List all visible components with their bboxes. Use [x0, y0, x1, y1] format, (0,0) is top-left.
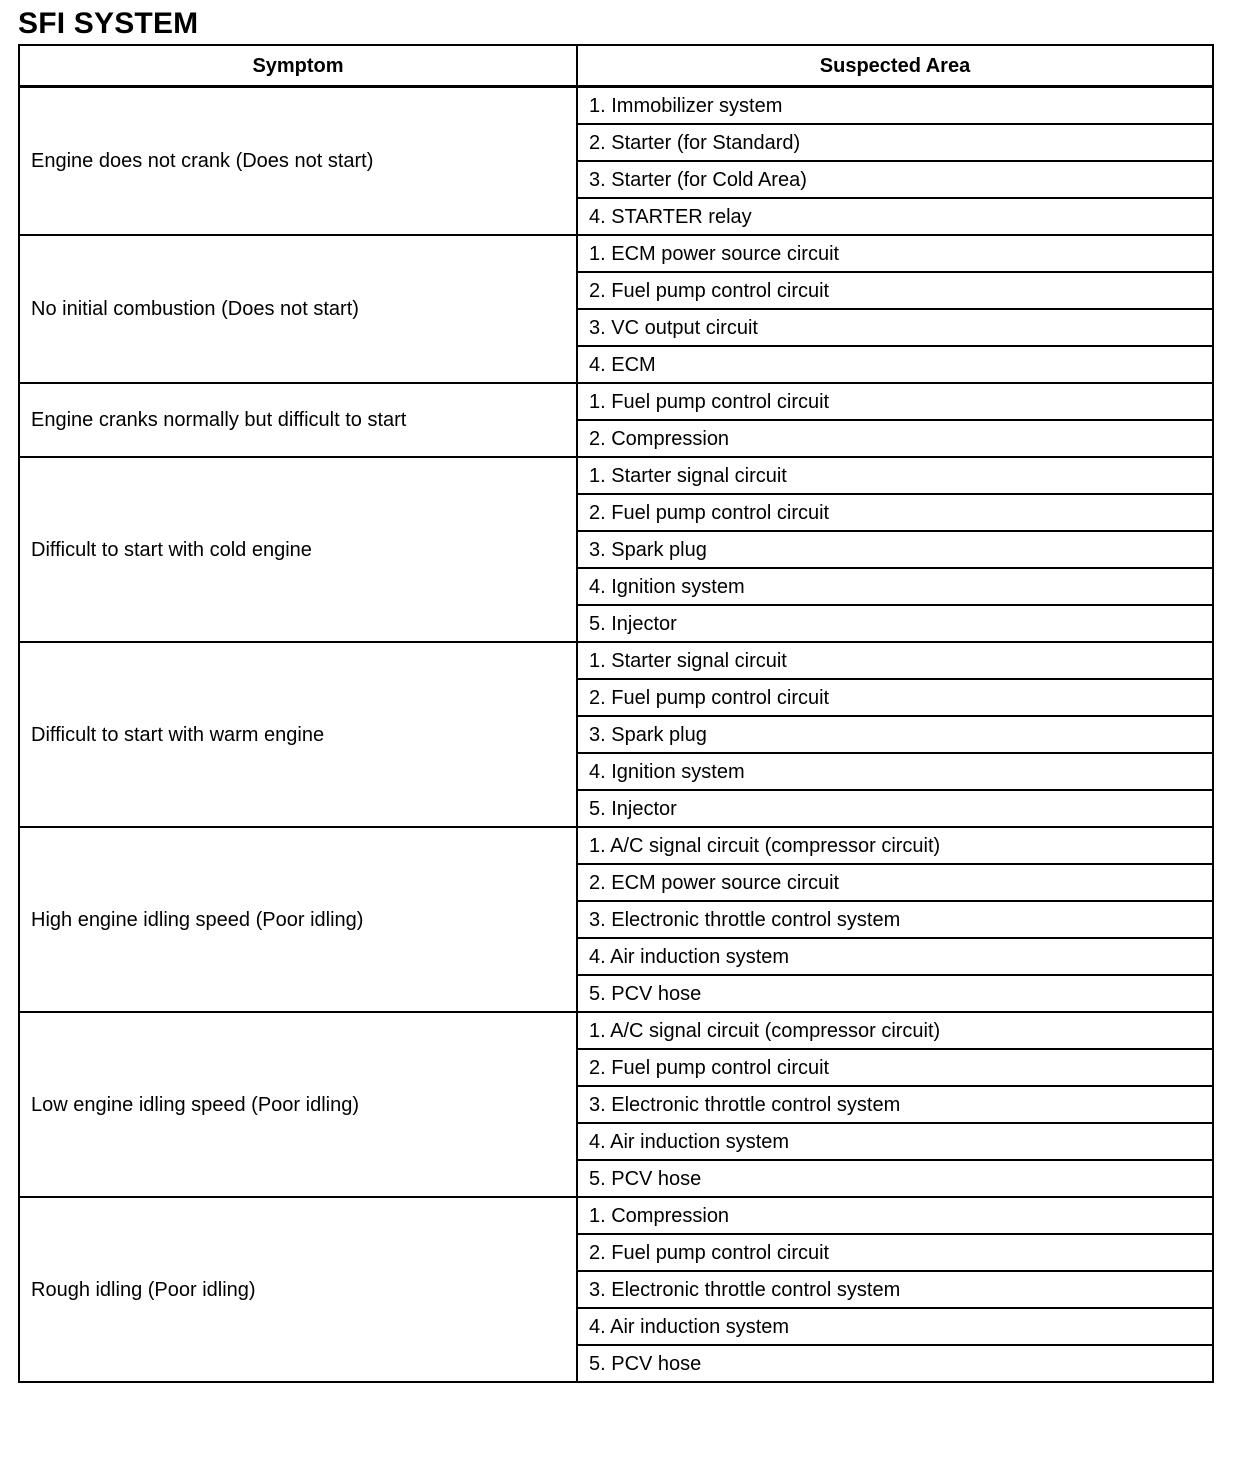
suspected-area-cell: 3. Spark plug — [577, 531, 1213, 568]
suspected-area-cell: 5. PCV hose — [577, 975, 1213, 1012]
suspected-area-cell: 1. Fuel pump control circuit — [577, 383, 1213, 420]
suspected-area-cell: 2. Fuel pump control circuit — [577, 1049, 1213, 1086]
symptom-cell: No initial combustion (Does not start) — [19, 235, 577, 383]
table-row — [19, 87, 1213, 125]
symptom-cell: Rough idling (Poor idling) — [19, 1197, 577, 1382]
suspected-area-cell: 1. ECM power source circuit — [577, 235, 1213, 272]
suspected-area-cell: 5. PCV hose — [577, 1345, 1213, 1382]
suspected-area-cell: 4. Ignition system — [577, 568, 1213, 605]
table-body — [19, 87, 1213, 1383]
table-row — [19, 383, 1213, 420]
table-row — [19, 235, 1213, 272]
suspected-area-cell: 4. Ignition system — [577, 753, 1213, 790]
suspected-area-cell: 4. Air induction system — [577, 1308, 1213, 1345]
suspected-area-cell: 5. PCV hose — [577, 1160, 1213, 1197]
symptom-cell: High engine idling speed (Poor idling) — [19, 827, 577, 1012]
suspected-area-cell: 2. Compression — [577, 420, 1213, 457]
suspected-area-cell: 3. Starter (for Cold Area) — [577, 161, 1213, 198]
suspected-area-cell: 4. ECM — [577, 346, 1213, 383]
suspected-area-cell: 3. Electronic throttle control system — [577, 1271, 1213, 1308]
table-row — [19, 827, 1213, 864]
table-row — [19, 457, 1213, 494]
column-header-symptom: Symptom — [19, 45, 577, 87]
suspected-area-cell: 2. Starter (for Standard) — [577, 124, 1213, 161]
table-row — [19, 1012, 1213, 1049]
suspected-area-cell: 4. Air induction system — [577, 938, 1213, 975]
suspected-area-cell: 1. Starter signal circuit — [577, 457, 1213, 494]
suspected-area-cell: 1. Immobilizer system — [577, 87, 1213, 125]
suspected-area-cell: 1. A/C signal circuit (compressor circuit) — [577, 827, 1213, 864]
table-row — [19, 642, 1213, 679]
column-header-suspected-area: Suspected Area — [577, 45, 1213, 87]
table-row — [19, 1197, 1213, 1234]
suspected-area-cell: 2. Fuel pump control circuit — [577, 1234, 1213, 1271]
suspected-area-cell: 3. VC output circuit — [577, 309, 1213, 346]
suspected-area-cell: 5. Injector — [577, 790, 1213, 827]
suspected-area-cell: 3. Electronic throttle control system — [577, 901, 1213, 938]
suspected-area-cell: 2. Fuel pump control circuit — [577, 679, 1213, 716]
symptom-table — [18, 44, 1214, 1383]
table-header-row — [19, 45, 1213, 87]
suspected-area-cell: 5. Injector — [577, 605, 1213, 642]
suspected-area-cell: 3. Electronic throttle control system — [577, 1086, 1213, 1123]
suspected-area-cell: 4. Air induction system — [577, 1123, 1213, 1160]
suspected-area-cell: 2. Fuel pump control circuit — [577, 494, 1213, 531]
symptom-cell: Engine does not crank (Does not start) — [19, 87, 577, 236]
suspected-area-cell: 1. A/C signal circuit (compressor circuit) — [577, 1012, 1213, 1049]
symptom-cell: Low engine idling speed (Poor idling) — [19, 1012, 577, 1197]
symptom-cell: Engine cranks normally but difficult to start — [19, 383, 577, 457]
symptom-cell: Difficult to start with warm engine — [19, 642, 577, 827]
suspected-area-cell: 4. STARTER relay — [577, 198, 1213, 235]
suspected-area-cell: 3. Spark plug — [577, 716, 1213, 753]
suspected-area-cell: 2. Fuel pump control circuit — [577, 272, 1213, 309]
page-title: SFI SYSTEM — [18, 7, 199, 40]
symptom-cell: Difficult to start with cold engine — [19, 457, 577, 642]
suspected-area-cell: 1. Starter signal circuit — [577, 642, 1213, 679]
suspected-area-cell: 1. Compression — [577, 1197, 1213, 1234]
suspected-area-cell: 2. ECM power source circuit — [577, 864, 1213, 901]
